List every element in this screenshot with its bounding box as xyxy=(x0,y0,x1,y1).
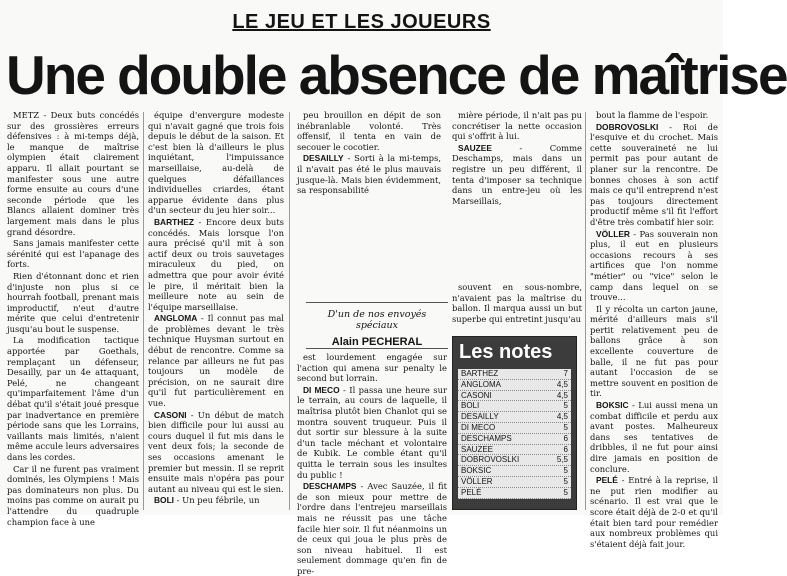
section-rubric: LE JEU ET LES JOUEURS xyxy=(232,11,491,33)
ratings-list xyxy=(458,369,571,499)
column-rule xyxy=(143,112,144,510)
player-name: PELÉ xyxy=(596,475,618,486)
player-comment: - Entré à la reprise, il ne put rien modifier au scénario. Il est vrai que le score était déjà de 2-0 et qu'il était bien tard pour remédier aux nombreux problèmes qui s'étaient déjà fait jour. xyxy=(590,475,718,549)
byline-author: Alain PECHERAL xyxy=(331,336,423,348)
player-comment: - Lui aussi mena un combat difficile et perdu aux avant postes. Malheureux dans ses tentatives de dribbles, il ne fut pour ainsi dire jamais en position de conclure. xyxy=(590,400,718,474)
rating-row xyxy=(458,488,571,499)
player-entry xyxy=(148,495,284,506)
paragraph: bout la flamme de l'espoir. xyxy=(596,110,709,120)
byline-box xyxy=(306,302,448,349)
player-entry xyxy=(590,400,718,474)
rating-player: BARTHEZ xyxy=(461,369,499,378)
player-name: VÖLLER xyxy=(596,228,630,239)
player-entry xyxy=(590,122,718,228)
paragraph: peu brouillon en dépit de son inébranlable volonté. Très offensif, il tenta en vain de secouer le cocotier. xyxy=(297,110,441,152)
player-entry xyxy=(452,143,582,207)
rating-player: BOKSIC xyxy=(461,466,492,476)
paragraph: Car il ne furent pas vraiment dominés, les Olympiens ! Mais pas dominateurs non plus. Du moins pas comme on aurait pu l'attendre du quadruple champion face à une xyxy=(7,463,139,527)
rating-grade: 6 xyxy=(563,444,568,454)
article-column-2 xyxy=(148,110,284,510)
paragraph: Il y récolta un carton jaune, mérité d'ailleurs mais s'il pertit relativement peu de ballons grâce à son excellente couverture de balle, il ne fut pas pour autant l'occasion de se mettre souvent en position de tir. xyxy=(590,303,718,399)
player-name: DI MECO xyxy=(303,384,340,395)
rating-player: VÖLLER xyxy=(461,476,493,486)
player-comment: - Avec Sauzée, il fit de son mieux pour mettre de l'ordre dans l'entrejeu marseillais mais ne réussit pas une tâche facile hier soir. Il fut néanmoins un de ceux qui joua le plus près de son niveau habituel. Il est seulement dommage qu'en fin de pre- xyxy=(297,481,447,576)
article-column-4-middle xyxy=(452,282,582,334)
rating-row xyxy=(458,477,571,488)
player-comment: - Sorti à la mi-temps, il n'avait pas été le plus mauvais jusque-là. Mais bien évidemment, sa responsabilité xyxy=(297,153,441,196)
player-entry xyxy=(297,481,447,576)
rating-row xyxy=(458,412,571,423)
article-column-4-top xyxy=(452,110,582,302)
player-name: DOBROVOSLKI xyxy=(596,121,659,132)
player-comment: - Un début de match bien difficile pour lui aussi au cours duquel il fut mis dans le vent deux fois; la seconde de ses occasions amenant le premier but messin. Il se reprit ensuite mais n'opéra pas pour autant au niveau qui est le sien. xyxy=(148,409,284,494)
paragraph: souvent en sous-nombre, n'avaient pas la maîtrise du ballon. Il marqua aussi un but superbe qui entretint jusqu'au xyxy=(452,282,582,324)
rating-grade: 5 xyxy=(563,476,568,486)
rating-row xyxy=(458,445,571,456)
paragraph: équipe d'envergure modeste qui n'avait gagné que trois fois depuis le début de la saison. Et c'est bien là d'ailleurs le plus inquiétant, l'impuissance marseillaise, au-delà de quelques défaillances individuelles criardes, étant apparue évidente dans plus d'un secteur du jeu hier soir... xyxy=(148,110,284,216)
article-column-3-bottom xyxy=(297,352,447,576)
player-comment: - Un peu fébrile, un xyxy=(174,495,260,506)
rating-player: SAUZEE xyxy=(461,444,494,454)
ratings-title: Les notes xyxy=(459,341,553,363)
rating-row xyxy=(458,391,571,402)
player-entry xyxy=(590,475,718,549)
player-entry xyxy=(297,385,447,480)
paragraph: Sans jamais manifester cette sérénité qui est l'apanage des forts. xyxy=(7,238,139,270)
article-column-1 xyxy=(7,110,139,527)
rating-player: ANGLOMA xyxy=(461,379,502,389)
rating-grade: 4,5 xyxy=(556,390,568,400)
player-name: BOLI xyxy=(154,495,175,506)
player-comment: - Il passa une heure sur le terrain, au cours de laquelle, il maîtrisa plutôt bien Chanlot qui se montra souvent truqueur. Puis il dut sortir sur blessure à la suite d'un tacle méchant et volontaire de Kubik. Le comble étant qu'il quitta le terrain sous les insultes du public ! xyxy=(297,384,447,480)
headline: Une double absence de maîtrise xyxy=(6,44,787,106)
rating-grade: 5 xyxy=(563,422,568,432)
player-name: BOKSIC xyxy=(596,400,629,411)
article-column-5 xyxy=(590,110,718,549)
rating-grade: 4,5 xyxy=(556,379,568,389)
rating-player: BOLI xyxy=(461,401,480,411)
article-column-3-top xyxy=(297,110,441,302)
player-entry xyxy=(148,217,284,312)
player-comment: - Pas souverain non plus, il eut en plusieurs occasions recours à ses artifices que l'on nomme "métier" ou "vice" selon le camp dans lequel on se trouve... xyxy=(590,228,718,303)
rating-grade: 6 xyxy=(563,433,568,443)
paragraph: Rien d'étonnant donc et rien d'injuste non plus si ce hourrah football, prenant mais improductif, n'eut d'autre mérite que celui d'entretenir jusqu'au bout le suspense. xyxy=(7,270,139,334)
rating-row xyxy=(458,434,571,445)
rating-row xyxy=(458,369,571,380)
player-name: ANGLOMA xyxy=(154,313,198,324)
rating-row xyxy=(458,423,571,434)
player-name: SAUZEE xyxy=(458,142,492,153)
rating-grade: 5 xyxy=(563,466,568,476)
paragraph: est lourdement engagée sur l'action qui amena sur penalty le second but lorrain. xyxy=(297,352,447,384)
rating-player: DESCHAMPS xyxy=(461,433,512,443)
player-entry xyxy=(148,313,284,408)
rating-grade: 5 xyxy=(563,487,568,497)
column-rule xyxy=(585,112,586,510)
player-comment: - Encore deux buts concédés. Mais lorsque l'on aura précisé qu'il mit à son actif deux ou trois sauvetages miraculeux du pied, on admettra que pour avoir évité le pire, il méritait bien la meilleure note au sein de l'équipe marseillaise. xyxy=(148,216,284,312)
rating-row xyxy=(458,380,571,391)
rating-grade: 7 xyxy=(563,369,568,378)
player-name: DESCHAMPS xyxy=(303,481,357,492)
rating-player: CASONI xyxy=(461,390,492,400)
paragraph: La modification tactique apportée par Goethals, remplaçant un défenseur, Desailly, par un 4e attaquant, Pelé, ne changeant qu'imparfaitement l'âme d'un débat qu'il s'était joué presque par inadvertance en première période sans que les Lorrains, vaillants mais limités, n'aient même accule leurs adversaires dans les cordes. xyxy=(7,335,139,462)
player-entry xyxy=(297,153,441,195)
rating-row xyxy=(458,455,571,466)
paragraph: METZ - Deux buts concédés sur des grossières erreurs défensives : à mi-temps déjà, le manque de maîtrise olympien était clairement apparu. Il allait pourtant se manifester sous une autre forme ensuite au cours d'une seconde période que les Blancs allaient dominer très largement mais dans le plus grand désordre. xyxy=(7,110,139,237)
ratings-box xyxy=(452,336,577,510)
rating-player: DESAILLY xyxy=(461,412,499,422)
rating-row xyxy=(458,401,571,412)
player-name: CASONI xyxy=(154,409,187,420)
player-entry xyxy=(148,410,284,495)
rating-grade: 5 xyxy=(563,401,568,411)
player-comment: - Il connut pas mal de problèmes devant le très technique Huysman surtout en début de rencontre. Comme sa relance par ailleurs ne fut pas toujours un modèle de précision, on ne saurait dire qu'il fut particulièrement en vue. xyxy=(148,313,284,409)
paragraph: mière période, il n'ait pas pu concrétiser la nette occasion qui s'offrit à lui. xyxy=(452,110,582,142)
byline-lead: D'un de nos envoyés spéciaux xyxy=(327,309,427,331)
rating-grade: 4,5 xyxy=(556,412,568,422)
column-rule xyxy=(289,112,290,510)
player-comment: - Roi de l'esquive et du crochet. Mais cette souveraineté ne lui permit pas pour autant de planer sur la rencontre. De bonnes choses à son actif mais ce qu'il entreprend n'est pas toujours directement productif même s'il fit l'effort d'être très combatif hier soir. xyxy=(590,121,718,227)
rating-grade: 5,5 xyxy=(556,455,568,465)
rating-player: DOBROVOSLKI xyxy=(461,455,520,465)
rating-player: PELÉ xyxy=(461,487,482,497)
player-name: DESAILLY xyxy=(303,153,344,164)
player-name: BARTHEZ xyxy=(154,216,195,227)
rating-row xyxy=(458,466,571,477)
rating-player: DI MECO xyxy=(461,422,496,432)
player-entry xyxy=(590,229,718,303)
player-comment: - Comme Deschamps, mais dans un registre un peu différent, il tenta d'imposer sa technique dans un entre-jeu où les Marseillais, xyxy=(452,142,582,206)
